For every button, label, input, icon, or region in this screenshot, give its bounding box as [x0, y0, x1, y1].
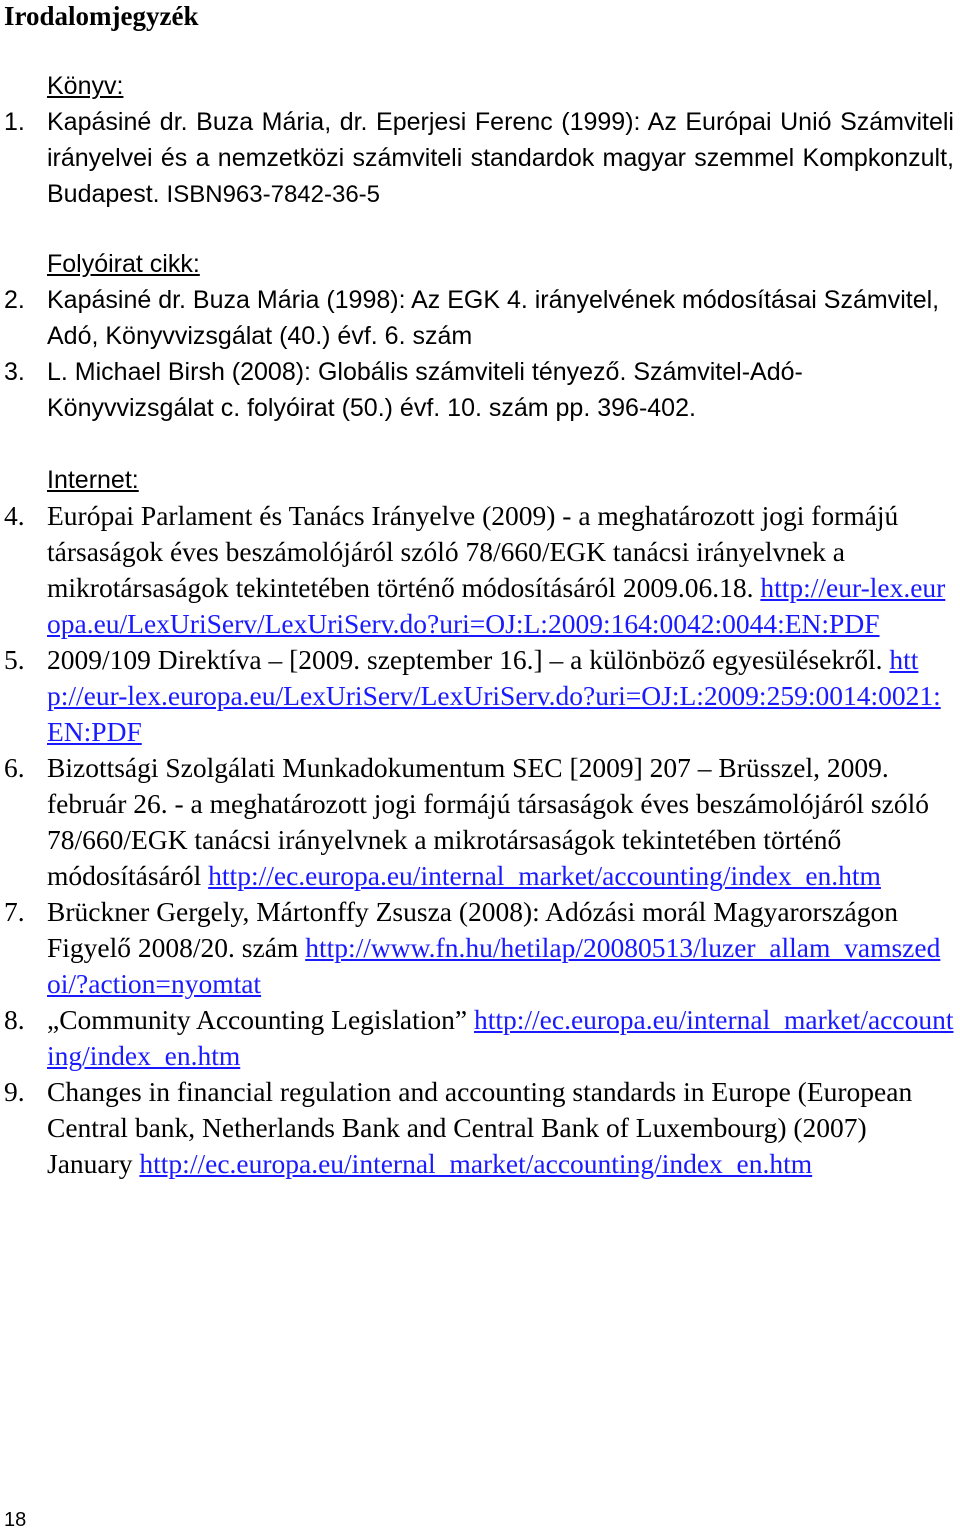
reference-text: L. Michael Birsh (2008): Globális számviteli tényező. Számvitel-Adó-Könyvvizsgálat c. folyóirat (50.) évf. 10. szám pp. 396-402. — [47, 358, 803, 422]
reference-text: Bizottsági Szolgálati Munkadokumentum SEC [2009] 207 – Brüsszel, 2009. február 26. - a meghatározott jogi formájú társaságok éves beszámolójáról szóló 78/660/EGK tanácsi irányelvnek a mikrotársaságok tekintetében történő módosításáról — [47, 752, 929, 891]
list-item — [4, 104, 954, 213]
item-number: 2. — [4, 286, 25, 314]
list-item — [4, 894, 954, 1002]
list-item — [4, 498, 954, 642]
list-item — [4, 282, 954, 354]
reference-link[interactable]: http://ec.europa.eu/internal_market/accounting/index_en.htm — [47, 1004, 954, 1071]
list-item — [4, 750, 954, 894]
item-number: 1. — [4, 108, 25, 136]
journal-heading: Folyóirat cikk: — [47, 250, 200, 278]
reference-text: Changes in financial regulation and accounting standards in Europe (European Central bank, Netherlands Bank and Central Bank of Luxembourg) (2007) January — [47, 1076, 913, 1179]
reference-text: Kapásiné dr. Buza Mária (1998): Az EGK 4. irányelvének módosításai Számvitel, Adó, Könyvvizsgálat (40.) évf. 6. szám — [47, 286, 940, 350]
list-item — [4, 1074, 954, 1182]
reference-text: Európai Parlament és Tanács Irányelve (2009) - a meghatározott jogi formájú társaságok éves beszámolójáról szóló 78/660/EGK tanácsi irányelvnek a mikrotársaságok tekintetében történő módosításáról 2009.06.18. — [47, 500, 899, 603]
internet-section — [4, 462, 954, 1182]
page-number: 18 — [4, 1509, 27, 1531]
book-section — [4, 68, 954, 213]
page-title: Irodalomjegyzék — [4, 1, 199, 31]
item-number: 5. — [4, 644, 25, 675]
reference-link[interactable]: http://eur-lex.europa.eu/LexUriServ/LexUriServ.do?uri=OJ:L:2009:259:0014:0021:EN:PDF — [47, 644, 941, 747]
list-item — [4, 354, 954, 426]
book-heading: Könyv: — [47, 72, 124, 100]
list-item — [4, 1002, 954, 1074]
reference-text: Brückner Gergely, Mártonffy Zsusza (2008): Adózási morál Magyarországon Figyelő 2008/20. szám — [47, 896, 898, 963]
reference-link[interactable]: http://www.fn.hu/hetilap/20080513/luzer_allam_vamszedoi/?action=nyomtat — [47, 932, 941, 999]
reference-link[interactable]: http://ec.europa.eu/internal_market/accounting/index_en.htm — [139, 1148, 813, 1179]
reference-link[interactable]: http://ec.europa.eu/internal_market/accounting/index_en.htm — [208, 860, 881, 891]
item-number: 6. — [4, 752, 25, 783]
isbn-text: ISBN963-7842-36-5 — [166, 181, 381, 208]
reference-text: „Community Accounting Legislation” — [47, 1004, 468, 1035]
journal-section — [4, 246, 954, 426]
reference-text: Kapásiné dr. Buza Mária, dr. Eperjesi Ferenc (1999): Az Európai Unió Számviteli irányelvei és a nemzetközi számviteli standardok magyar szemmel Kompkonzult, Budapest. — [47, 108, 954, 208]
internet-heading: Internet: — [47, 466, 139, 494]
item-number: 9. — [4, 1076, 25, 1107]
reference-text: 2009/109 Direktíva – [2009. szeptember 16.] – a különböző egyesülésekről. — [47, 644, 883, 675]
item-number: 3. — [4, 358, 25, 386]
item-number: 4. — [4, 500, 25, 531]
list-item — [4, 642, 954, 750]
reference-link[interactable]: http://eur-lex.europa.eu/LexUriServ/LexUriServ.do?uri=OJ:L:2009:164:0042:0044:EN:PDF — [47, 572, 946, 639]
item-number: 8. — [4, 1004, 25, 1035]
item-number: 7. — [4, 896, 25, 927]
